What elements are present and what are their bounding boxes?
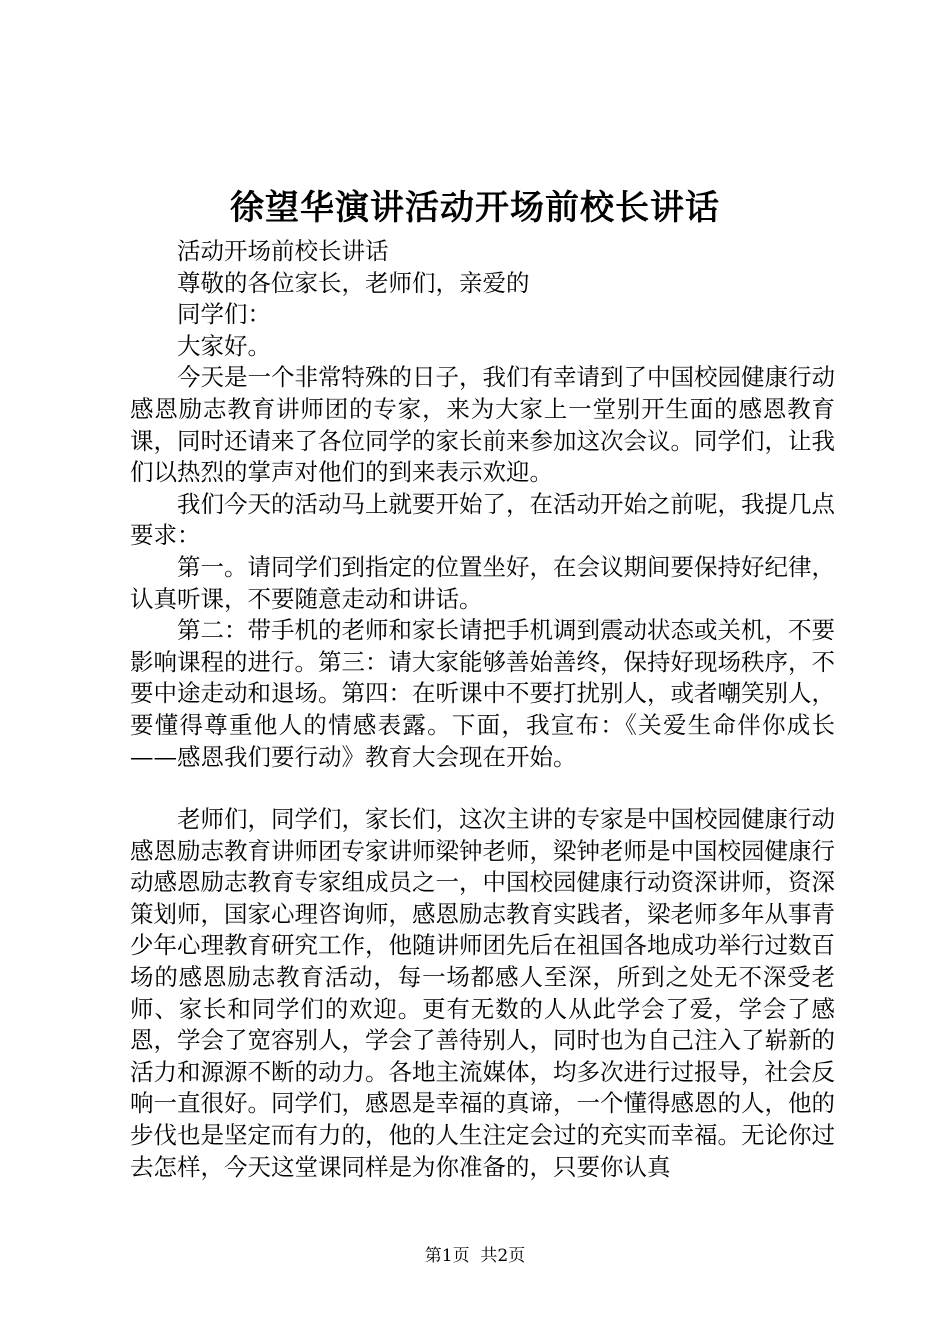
paragraph: 今天是一个非常特殊的日子，我们有幸请到了中国校园健康行动感恩励志教育讲师团的专家，来为大家上一堂别开生面的感恩教育课，同时还请来了各位同学的家长前来参加这次会议。同学们，让我们以热烈的掌声对他们的到来表示欢迎。 [130, 363, 835, 487]
paragraph: 活动开场前校长讲话 [177, 237, 389, 265]
document-title: 徐望华演讲活动开场前校长讲话 [230, 188, 720, 228]
page-total: 共2页 [480, 1246, 526, 1266]
paragraph: 第二：带手机的老师和家长请把手机调到震动状态或关机，不要影响课程的进行。第三：请大家能够善始善终，保持好现场秩序，不要中途走动和退场。第四：在听课中不要打扰别人，或者嘲笑别人，要懂得尊重他人的情感表露。下面，我宣布：《关爱生命伴你成长——感恩我们要行动》教育大会现在开始。 [130, 616, 835, 771]
paragraph: 大家好。 [177, 331, 271, 360]
paragraph: 第一。请同学们到指定的位置坐好，在会议期间要保持好纪律，认真听课，不要随意走动和讲话。 [130, 552, 835, 613]
page-number: 第1页 [424, 1246, 470, 1266]
page-footer [0, 1244, 950, 1268]
paragraph: 老师们，同学们，家长们，这次主讲的专家是中国校园健康行动感恩励志教育讲师团专家讲师梁钟老师，梁钟老师是中国校园健康行动感恩励志教育专家组成员之一，中国校园健康行动资深讲师，资深策划师，国家心理咨询师，感恩励志教育实践者，梁老师多年从事青少年心理教育研究工作，他随讲师团先后在祖国各地成功举行过数百场的感恩励志教育活动，每一场都感人至深，所到之处无不深受老师、家长和同学们的欢迎。更有无数的人从此学会了爱，学会了感恩，学会了宽容别人，学会了善待别人，同时也为自己注入了崭新的活力和源源不断的动力。各地主流媒体，均多次进行过报导，社会反响一直很好。同学们，感恩是幸福的真谛，一个懂得感恩的人，他的步伐也是坚定而有力的，他的人生注定会过的充实而幸福。无论你过去怎样，今天这堂课同样是为你准备的，只要你认真 [130, 805, 835, 1181]
paragraph: 同学们： [177, 300, 271, 329]
paragraph: 尊敬的各位家长，老师们，亲爱的 [177, 268, 530, 297]
document-body [130, 236, 835, 1183]
paragraph: 我们今天的活动马上就要开始了，在活动开始之前呢，我提几点要求： [130, 489, 835, 550]
